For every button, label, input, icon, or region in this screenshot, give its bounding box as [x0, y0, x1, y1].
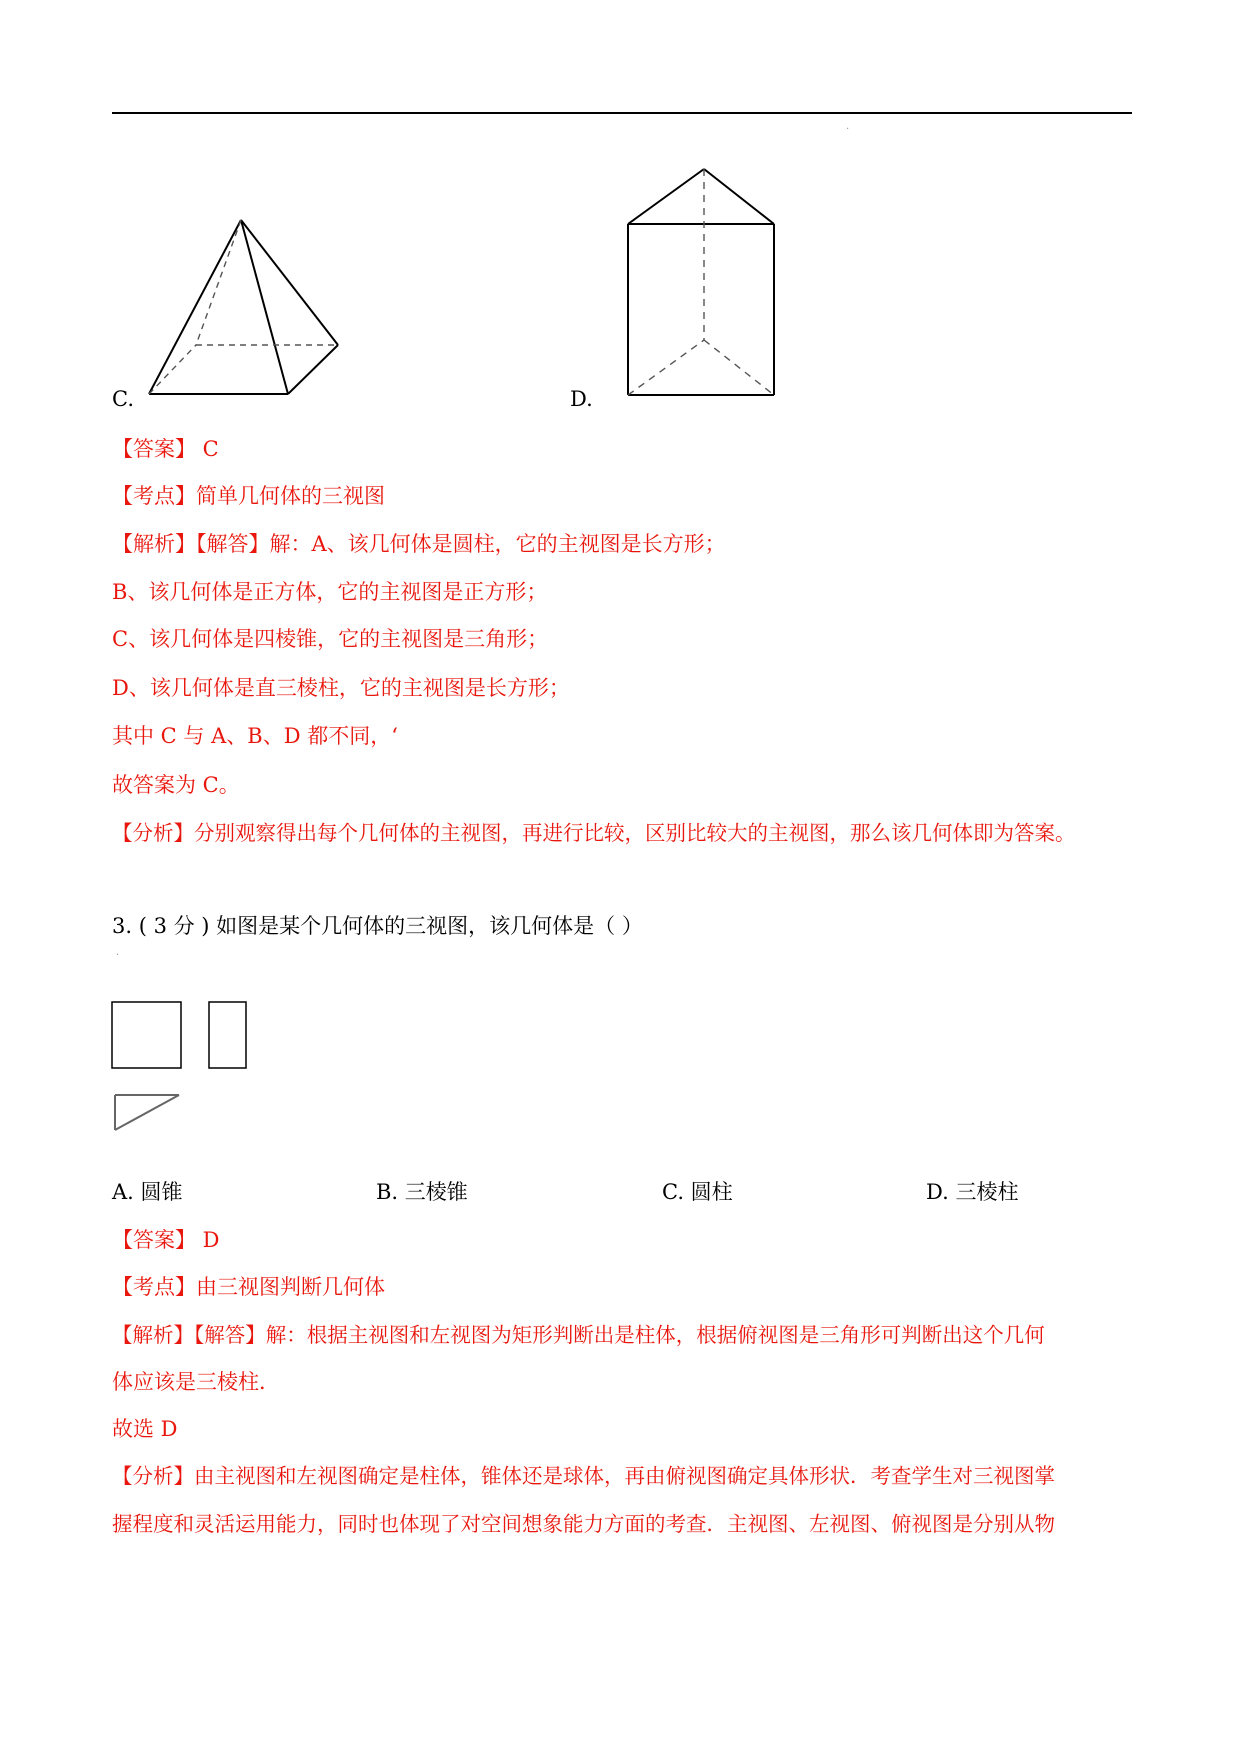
q3-question: 3. ( 3 分 ) 如图是某个几何体的三视图，该几何体是（ ） — [112, 914, 643, 938]
q2-comment: 【分析】分别观察得出每个几何体的主视图，再进行比较，区别比较大的主视图，那么该几何体即为答案。 — [112, 821, 1076, 845]
q3-analysis-2: 体应该是三棱柱． — [112, 1370, 280, 1394]
pyramid-figure — [140, 210, 350, 400]
q3-answer: 【答案】 D — [112, 1228, 220, 1252]
side-view-rect — [209, 1002, 246, 1068]
top-view-triangle — [115, 1095, 179, 1130]
header-rule — [112, 112, 1132, 114]
stray-dot-2: · — [116, 950, 120, 961]
q2-analysis-2: B、该几何体是正方体，它的主视图是正方形； — [112, 580, 548, 604]
q2-conclusion: 故答案为 C。 — [112, 773, 240, 797]
q3-analysis-1: 【解析】【解答】解：根据主视图和左视图为矩形判断出是柱体，根据俯视图是三角形可判断出这个几何 — [112, 1323, 1045, 1347]
prism-figure — [624, 164, 784, 400]
q2-analysis-4: D、该几何体是直三棱柱，它的主视图是长方形； — [112, 676, 570, 700]
q3-comment-2: 握程度和灵活运用能力，同时也体现了对空间想象能力方面的考查．主视图、左视图、俯视图是分别从物 — [112, 1512, 1055, 1536]
q3-conclusion: 故选 D — [112, 1417, 178, 1441]
q3-topic: 【考点】由三视图判断几何体 — [112, 1275, 385, 1299]
q2-analysis-3: C、该几何体是四棱锥，它的主视图是三角形； — [112, 627, 549, 651]
q3-comment-1: 【分析】由主视图和左视图确定是柱体，锥体还是球体，再由俯视图确定具体形状．考查学生对三视图掌 — [112, 1464, 1055, 1488]
q2-topic: 【考点】简单几何体的三视图 — [112, 484, 385, 508]
stray-dot: · — [846, 124, 850, 135]
q2-answer: 【答案】 C — [112, 437, 219, 461]
q3-option-c: C. 圆柱 — [662, 1180, 733, 1204]
option-d-label: D. — [570, 387, 593, 411]
option-c-label: C. — [112, 387, 134, 411]
q3-option-a: A. 圆锥 — [112, 1180, 183, 1204]
q3-option-d: D. 三棱柱 — [926, 1180, 1019, 1204]
q3-option-b: B. 三棱锥 — [376, 1180, 468, 1204]
q2-analysis-5: 其中 C 与 A、B、D 都不同，‘ — [112, 724, 398, 748]
front-view-rect — [112, 1002, 181, 1068]
three-views-figure — [110, 1000, 260, 1140]
q2-analysis-1: 【解析】【解答】解：A、该几何体是圆柱，它的主视图是长方形； — [112, 532, 726, 556]
